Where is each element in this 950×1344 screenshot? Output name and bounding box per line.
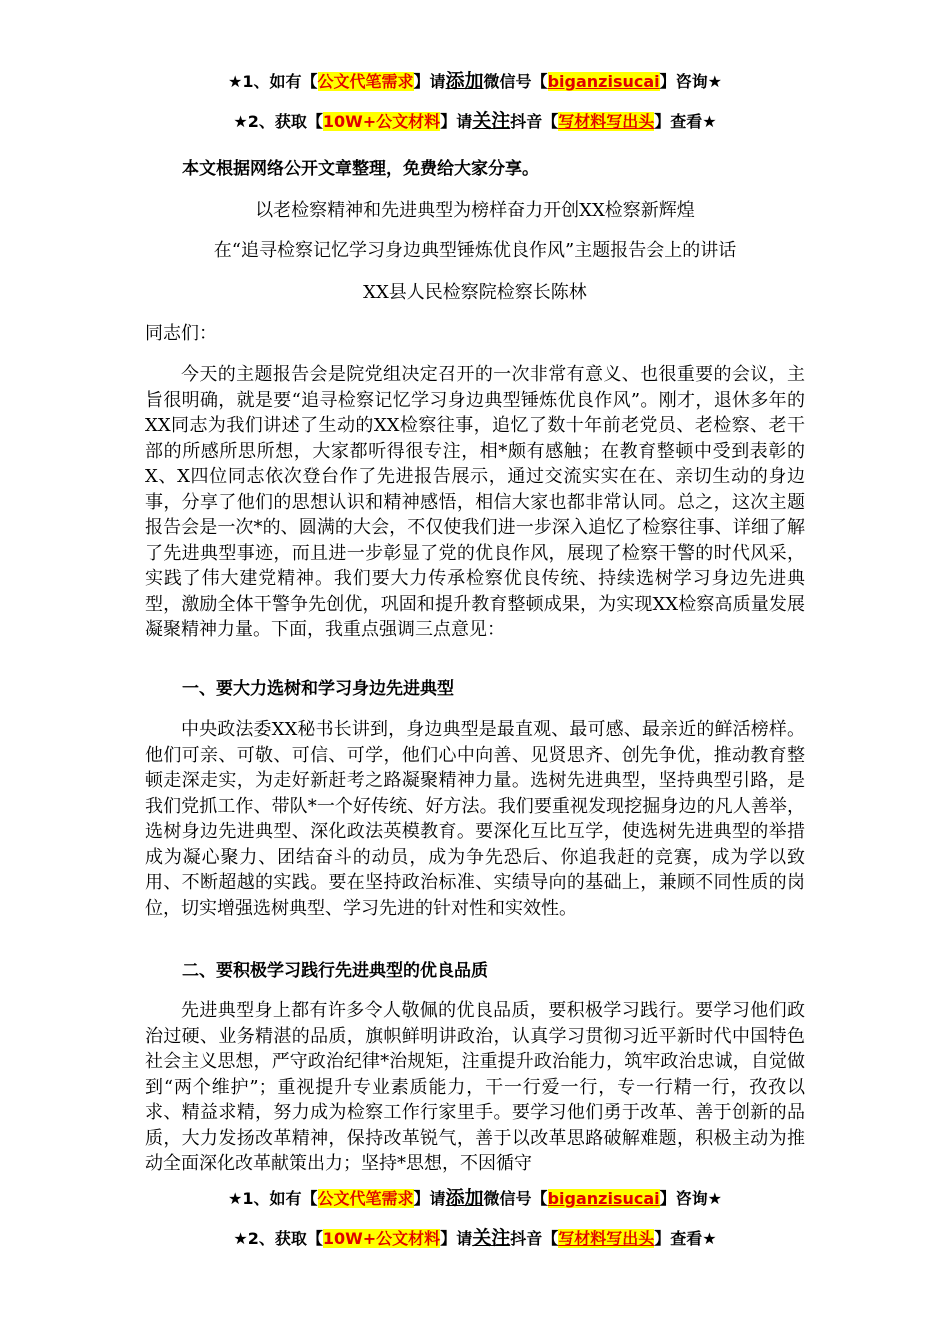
promo-text: 】请 (440, 1229, 473, 1248)
document-title: 以老检察精神和先进典型为榜样奋力开创XX检察新辉煌 (255, 200, 695, 221)
promo-text: 】请 (413, 72, 446, 91)
promo-emphasis: 关注 (472, 1227, 511, 1249)
promo-highlight: 公文代笔需求 (317, 72, 414, 91)
promo-banner-bottom-1 (0, 1186, 950, 1211)
promo-emphasis: 关注 (472, 110, 511, 132)
document-subtitle: 在“追寻检察记忆学习身边典型锤炼优良作风”主题报告会上的讲话 (213, 240, 737, 261)
promo-highlight: 10W+公文材料 (322, 1229, 441, 1248)
promo-text: 】咨询★ (659, 72, 722, 91)
promo-text: 】请 (440, 112, 473, 131)
promo-text: ★1、如有【 (228, 1189, 318, 1208)
promo-text: 微信号【 (483, 72, 548, 91)
promo-banner-bottom-2 (0, 1226, 950, 1251)
promo-douyin-id: 写材料写出头 (558, 1229, 655, 1248)
promo-text: 】请 (413, 1189, 446, 1208)
section-heading-2: 二、要积极学习践行先进典型的优良品质 (182, 961, 488, 981)
promo-text: 】咨询★ (659, 1189, 722, 1208)
promo-douyin-id: 写材料写出头 (558, 112, 655, 131)
promo-banner-top-2 (0, 109, 950, 134)
paragraph-1: 今天的主题报告会是院党组决定召开的一次非常有意义、也很重要的会议，主旨很明确，就是要“追寻检察记忆学习身边典型锤炼优良作风”。刚才，退休多年的XX同志为我们讲述了生动的XX检察往事，追忆了数十年前老党员、老检察、老干部的所感所思所想，大家都听得很专注，相*颇有感触；在教育整顿中受到表彰的X、X四位同志依次登台作了先进报告展示，通过交流实实在在、亲切生动的身边事，分享了他们的思想认识和精神感悟，相信大家也都非常认同。总之，这次主题报告会是一次*的、圆满的大会，不仅使我们进一步深入追忆了检察往事、详细了解了先进典型事迹，而且进一步彰显了党的优良作风，展现了检察干警的时代风采，实践了伟大建党精神。我们要大力传承检察优良传统、持续选树学习身边先进典型，激励全体干警争先创优，巩固和提升教育整顿成果，为实现XX检察高质量发展凝聚精神力量。下面，我重点强调三点意见： (145, 364, 805, 640)
promo-banner-top-1 (0, 69, 950, 94)
promo-emphasis: 添加 (445, 1187, 484, 1209)
promo-text: 】查看★ (654, 112, 717, 131)
promo-text: ★2、获取【 (233, 112, 323, 131)
promo-text: 抖音【 (510, 112, 559, 131)
promo-text: 微信号【 (483, 1189, 548, 1208)
document-author: XX县人民检察院检察长陈林 (363, 282, 587, 303)
section-heading-1: 一、要大力选树和学习身边先进典型 (182, 679, 454, 699)
promo-wechat-id: biganzisucai (547, 1189, 660, 1208)
promo-text: ★2、获取【 (233, 1229, 323, 1248)
intro-note: 本文根据网络公开文章整理，免费给大家分享。 (182, 159, 539, 179)
promo-text: 抖音【 (510, 1229, 559, 1248)
promo-text: ★1、如有【 (228, 72, 318, 91)
paragraph-2: 中央政法委XX秘书长讲到，身边典型是最直观、最可感、最亲近的鲜活榜样。他们可亲、可敬、可信、可学，他们心中向善、见贤思齐、创先争优，推动教育整顿走深走实，为走好新赶考之路凝聚精神力量。选树先进典型，坚持典型引路，是我们党抓工作、带队*一个好传统、好方法。我们要重视发现挖掘身边的凡人善举，选树身边先进典型、深化政法英模教育。要深化互比互学，使选树先进典型的举措成为凝心聚力、团结奋斗的动员，成为争先恐后、你追我赶的竞赛，成为学以致用、不断超越的实践。要在坚持政治标准、实绩导向的基础上，兼顾不同性质的岗位，切实增强选树典型、学习先进的针对性和实效性。 (145, 719, 805, 919)
greeting: 同志们： (145, 323, 217, 344)
paragraph-3: 先进典型身上都有许多令人敬佩的优良品质，要积极学习践行。要学习他们政治过硬、业务精湛的品质，旗帜鲜明讲政治，认真学习贯彻习近平新时代中国特色社会主义思想，严守政治纪律*治规矩，注重提升政治能力，筑牢政治忠诚，自觉做到“两个维护”；重视提升专业素质能力，干一行爱一行，专一行精一行，孜孜以求、精益求精，努力成为检察工作行家里手。要学习他们勇于改革、善于创新的品质，大力发扬改革精神，保持改革锐气，善于以改革思路破解难题，积极主动为推动全面深化改革献策出力；坚持*思想，不因循守 (145, 1000, 805, 1174)
promo-wechat-id: biganzisucai (547, 72, 660, 91)
promo-highlight: 公文代笔需求 (317, 1189, 414, 1208)
promo-highlight: 10W+公文材料 (322, 112, 441, 131)
promo-emphasis: 添加 (445, 70, 484, 92)
promo-text: 】查看★ (654, 1229, 717, 1248)
